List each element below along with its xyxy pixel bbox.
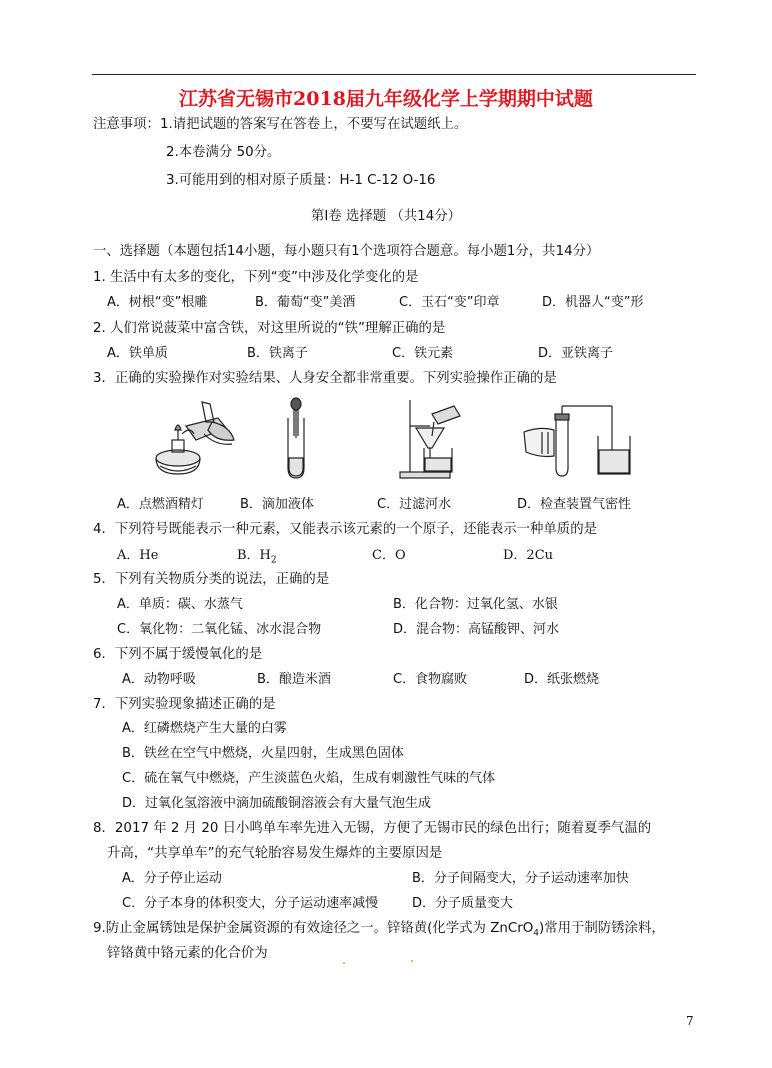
q6-stem: 6．下列不属于缓慢氧化的是 — [93, 647, 263, 662]
q7-option-d: D．过氧化氢溶液中滴加硫酸铜溶液会有大量气泡生成 — [122, 796, 432, 811]
part1-heading: 第Ⅰ卷 选择题 （共14分） — [310, 209, 462, 224]
dropper-test-tube-figure — [276, 396, 316, 480]
q3-option-b: B．滴加液体 — [240, 497, 314, 512]
exam-title: 江苏省无锡市2018届九年级化学上学期期中试题 — [179, 88, 593, 110]
q6-option-b: B．酿造米酒 — [257, 672, 331, 687]
q8-option-d: D．分子质量变大 — [412, 896, 514, 911]
scan-speck — [411, 960, 413, 962]
q1-option-d: D．机器人“变”形 — [542, 295, 644, 310]
q1-option-c: C．玉石“变”印章 — [399, 295, 500, 310]
q4-option-b — [237, 547, 277, 570]
q5-stem: 5．下列有关物质分类的说法，正确的是 — [93, 572, 330, 587]
q5-option-a: A．单质：碳、水蒸气 — [117, 597, 243, 612]
q8-option-c: C．分子本身的体积变大，分子运动速率减慢 — [122, 896, 379, 911]
note-1: 1.请把试题的答案写在答卷上，不要写在试题纸上。 — [159, 117, 468, 132]
header-rule — [92, 74, 696, 75]
airtightness-figure — [520, 396, 632, 480]
q2-option-d: D．亚铁离子 — [538, 346, 614, 361]
q6-option-d: D．纸张燃烧 — [524, 672, 600, 687]
q2-option-a: A．铁单质 — [107, 346, 168, 361]
filtration-figure — [396, 396, 470, 480]
notes-line-1 — [93, 116, 467, 134]
q2-option-c: C．铁元素 — [392, 346, 454, 361]
q4-option-b-subscript: 2 — [270, 555, 277, 566]
q4-option-c: C．O — [372, 548, 406, 563]
q8-option-b: B．分子间隔变大，分子运动速率加快 — [412, 871, 629, 886]
q7-option-b: B．铁丝在空气中燃烧，火星四射，生成黑色固体 — [122, 746, 404, 761]
q5-option-b: B．化合物：过氧化氢、水银 — [393, 597, 558, 612]
q3-option-a: A．点燃酒精灯 — [117, 497, 204, 512]
q2-option-b: B．铁离子 — [247, 346, 308, 361]
q5-option-c: C．氧化物：二氧化锰、冰水混合物 — [117, 622, 322, 637]
q3-stem: 3．正确的实验操作对实验结果、人身安全都非常重要。下列实验操作正确的是 — [93, 371, 557, 386]
q7-option-a: A．红磷燃烧产生大量的白雾 — [122, 721, 287, 736]
q7-option-c: C．硫在氧气中燃烧，产生淡蓝色火焰，生成有刺激性气味的气体 — [122, 771, 496, 786]
q6-option-c: C．食物腐败 — [393, 672, 468, 687]
note-2: 2.本卷满分 50分。 — [166, 145, 281, 160]
q9-formula-subscript: 4 — [533, 928, 539, 939]
q4-option-b-main: B．H — [237, 548, 271, 563]
q1-option-b: B．葡萄“变”美酒 — [255, 295, 356, 310]
q9-stem-line-1 — [93, 920, 665, 943]
q3-option-d: D．检查装置气密性 — [517, 497, 632, 512]
q3-option-c: C．过滤河水 — [377, 497, 452, 512]
notes-label: 注意事项： — [93, 117, 160, 132]
q2-stem: 2. 人们常说菠菜中富含铁，对这里所说的“铁”理解正确的是 — [93, 321, 446, 336]
section-intro: 一、选择题（本题包括14小题，每小题只有1个选项符合题意。每小题1分，共14分） — [93, 244, 600, 259]
note-3: 3.可能用到的相对原子质量：H-1 C-12 O-16 — [166, 173, 436, 188]
alcohol-lamp-figure — [146, 396, 242, 480]
q4-option-d: D．2Cu — [503, 548, 554, 563]
q9-stem-line-2: 锌铬黄中铬元素的化合价为 — [107, 946, 268, 961]
q6-option-a: A．动物呼吸 — [122, 672, 196, 687]
q8-stem-line-1: 8．2017 年 2 月 20 日小鸣单车率先进入无锡，方便了无锡市民的绿色出行；随着夏季气温的 — [93, 821, 652, 836]
q1-option-a: A．树根“变”根雕 — [107, 295, 208, 310]
q9-stem-text: 9.防止金属锈蚀是保护金属资源的有效途径之一。锌铬黄(化学式为 ZnCrO — [93, 921, 534, 936]
page-number: 7 — [686, 1014, 694, 1028]
q8-option-a: A．分子停止运动 — [122, 871, 222, 886]
q5-option-d: D．混合物：高锰酸钾、河水 — [393, 622, 560, 637]
scan-speck — [343, 962, 345, 964]
q4-option-a: A．He — [117, 548, 159, 563]
q9-stem-tail: )常用于制防锈涂料， — [538, 921, 665, 936]
q1-stem: 1. 生活中有太多的变化，下列“变”中涉及化学变化的是 — [93, 270, 419, 285]
q7-stem: 7．下列实验现象描述正确的是 — [93, 697, 276, 712]
q4-stem: 4．下列符号既能表示一种元素，又能表示该元素的一个原子，还能表示一种单质的是 — [93, 522, 597, 537]
q8-stem-line-2: 升高，“共享单车”的充气轮胎容易发生爆炸的主要原因是 — [107, 846, 443, 861]
